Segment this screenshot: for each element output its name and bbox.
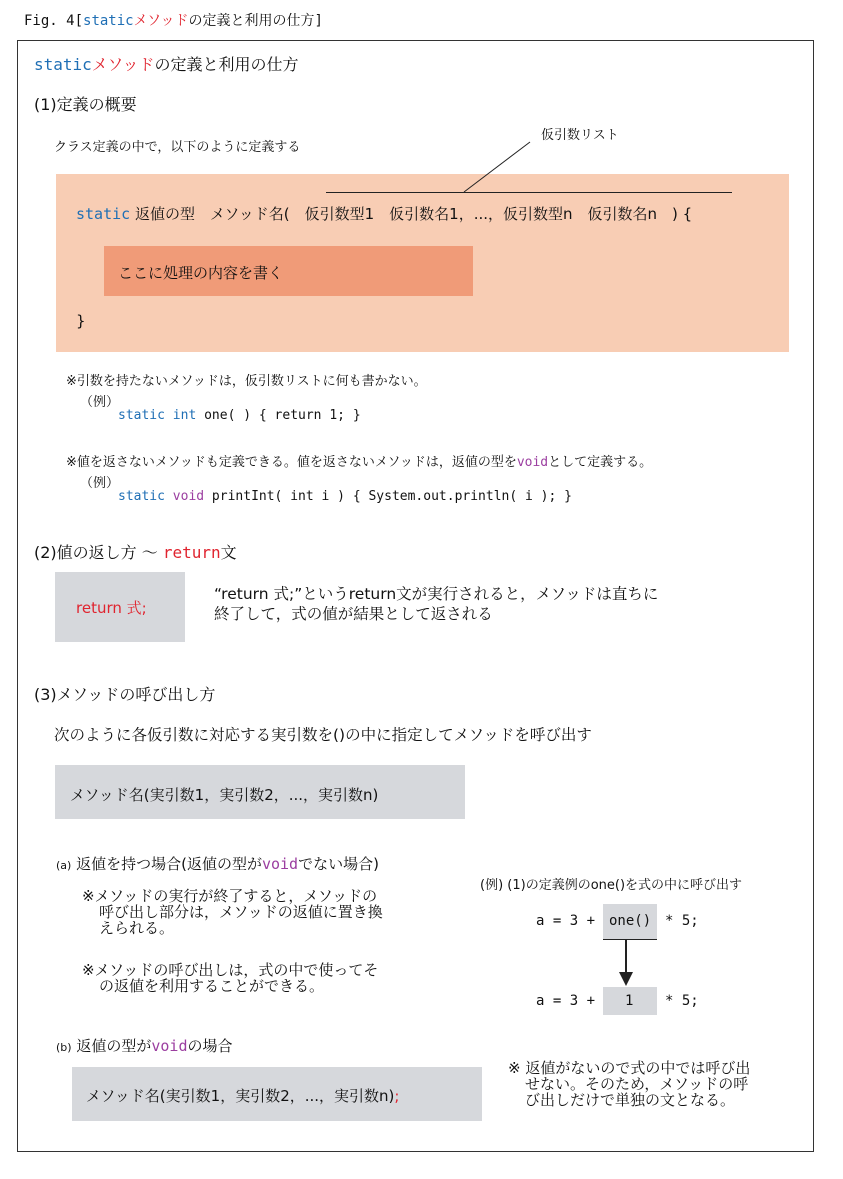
case-a-void: void (261, 855, 299, 873)
figure-caption (24, 10, 323, 30)
case-a-heading-b: でない場合) (298, 855, 379, 873)
signature-line (76, 203, 692, 224)
expr1-right: * 5; (665, 913, 699, 929)
return-desc-line-2: 終了して，式の値が結果として返される (214, 605, 493, 623)
case-a-note-2-line-2: の返値を利用することができる。 (99, 977, 325, 995)
case-a-note-1-line-1: ※メソッドの実行が終了すると，メソッドの (82, 887, 378, 905)
s2-heading-return: return (162, 543, 221, 562)
section-1-intro: クラス定義の中で，以下のように定義する (54, 140, 301, 155)
case-b-void: void (151, 1037, 188, 1055)
replace-arrow-shaft (625, 940, 627, 974)
call-box-text: メソッド名(実引数1，実引数2，...，実引数n) (70, 786, 379, 804)
ex2-static: static (118, 489, 165, 504)
ex1-keywords: static int (118, 408, 197, 423)
section-2-heading (34, 540, 237, 563)
case-a-heading (56, 853, 379, 874)
case-a-label: (a) (56, 859, 72, 872)
section-3-heading: (3)メソッドの呼び出し方 (34, 685, 216, 704)
return-desc-line-1: “return 式;”というreturn文が実行されると，メソッドは直ちに (214, 585, 659, 603)
body-text: ここに処理の内容を書く (118, 264, 284, 282)
example-label-2: （例） (80, 476, 120, 491)
sig-rest: 返値の型 メソッド名( 仮引数型1 仮引数名1，...，仮引数型n 仮引数名n ) { (134, 205, 693, 223)
expr2-left: a = 3 + (536, 993, 596, 1009)
expr2-value: 1 (625, 993, 634, 1009)
section-1-heading: (1)定義の概要 (34, 95, 137, 114)
case-b-heading-b: の場合 (187, 1037, 233, 1055)
ex2-rest: printInt( int i ) { System.out.println( i ); } (204, 489, 572, 504)
example-1-code (118, 408, 361, 423)
s2-heading-a: (2)値の返し方 〜 (34, 543, 163, 562)
ex1-rest: one( ) { return 1; } (196, 408, 361, 423)
param-list-leader (462, 140, 532, 194)
case-a-note-2 (82, 962, 378, 994)
caption-method: メソッド (133, 13, 189, 29)
case-a-note-1-line-3: えられる。 (99, 919, 175, 937)
s2-heading-b: 文 (220, 543, 237, 562)
return-box-text: return 式; (76, 599, 147, 617)
case-a-note-1-line-2: 呼び出し部分は，メソッドの返値に置き換 (99, 903, 383, 921)
title-static: static (34, 55, 92, 74)
case-a-heading-a: 返値を持つ場合(返値の型が (76, 855, 262, 873)
caption-static: static (83, 13, 134, 29)
note-void-b: として定義する。 (548, 455, 653, 470)
title-method: メソッド (91, 55, 155, 74)
title-rest: の定義と利用の仕方 (154, 55, 299, 74)
note-no-args: ※引数を持たないメソッドは，仮引数リストに何も書かない。 (66, 374, 427, 389)
expr2-right: * 5; (665, 993, 699, 1009)
page-title (34, 52, 299, 75)
leader-line (464, 142, 530, 192)
statement-semicolon: ; (394, 1087, 400, 1105)
sig-static: static (76, 205, 131, 223)
case-b-label: (b) (56, 1041, 72, 1054)
case-a-note-2-line-1: ※メソッドの呼び出しは，式の中で使ってそ (82, 961, 379, 979)
example-2-code (118, 489, 572, 504)
case-a-note-1 (82, 888, 383, 936)
statement-text: メソッド名(実引数1，実引数2，...，実引数n) (86, 1087, 395, 1105)
note-void-a: ※値を返さないメソッドも定義できる。値を返さないメソッドは，返値の型を (66, 455, 517, 470)
expr1-call: one() (609, 913, 652, 929)
expr1-left: a = 3 + (536, 913, 596, 929)
example-caption: (例) (1)の定義例のone()を式の中に呼び出す (480, 878, 743, 893)
case-b-note-line-2: せない。そのため，メソッドの呼 (525, 1075, 749, 1093)
example-label-1: （例） (80, 395, 120, 410)
note-void (66, 451, 652, 470)
ex2-void: void (172, 489, 205, 504)
case-b-heading (56, 1035, 233, 1056)
section-3-intro: 次のように各仮引数に対応する実引数を()の中に指定してメソッドを呼び出す (54, 726, 592, 744)
param-list-label: 仮引数リスト (541, 128, 619, 143)
caption-prefix: Fig. 4[ (24, 13, 84, 29)
close-brace: } (76, 312, 86, 330)
expr1-underline (603, 939, 657, 940)
note-void-keyword: void (516, 455, 549, 470)
statement-box-text (86, 1085, 399, 1106)
caption-suffix: の定義と利用の仕方] (188, 13, 323, 29)
replace-arrow-head (619, 972, 633, 986)
case-b-note-line-3: び出しだけで単独の文となる。 (525, 1091, 736, 1109)
case-b-note-line-1: ※ 返値がないので式の中では呼び出 (508, 1059, 751, 1077)
case-b-note (508, 1060, 750, 1108)
case-b-heading-a: 返値の型が (76, 1037, 152, 1055)
